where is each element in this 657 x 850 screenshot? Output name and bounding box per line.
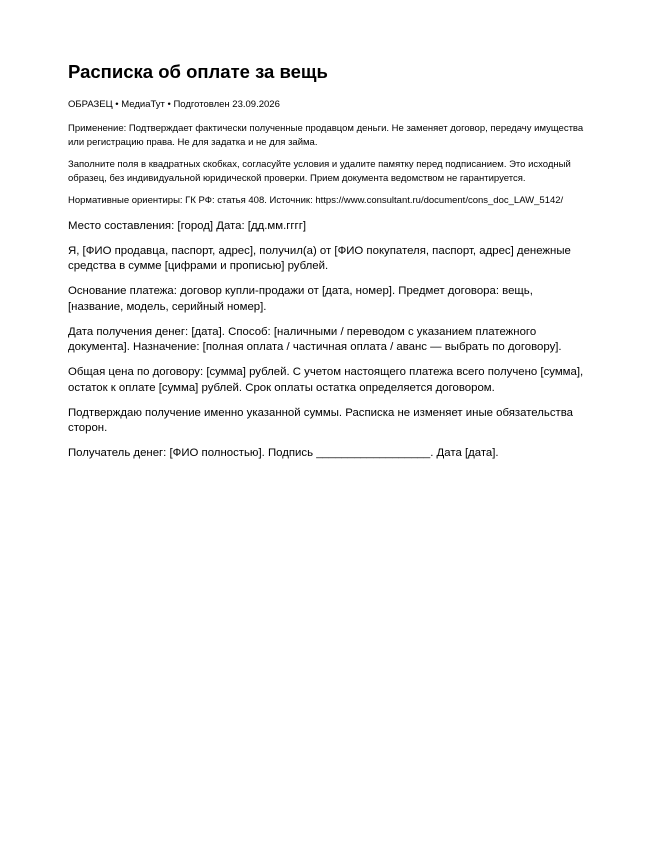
paragraph-confirmation: Подтверждаю получение именно указанной суммы. Расписка не изменяет иные обязательства сторон. (68, 406, 574, 434)
paragraph-signature: Получатель денег: [ФИО полностью]. Подпись __________________. Дата [дата]. (68, 447, 499, 459)
note-usage: Применение: Подтверждает фактически полученные продавцом деньги. Не заменяет договор, передачу имущества или регистрацию права. Не для задатка и не для займа. (68, 123, 584, 148)
paragraph-payment-basis: Основание платежа: договор купли-продажи от [дата, номер]. Предмет договора: вещь, [название, модель, серийный номер]. (68, 285, 533, 313)
document-meta: ОБРАЗЕЦ • МедиаТут • Подготовлен 23.09.2026 (68, 99, 280, 110)
paragraph-receipt-statement: Я, [ФИО продавца, паспорт, адрес], получил(а) от [ФИО покупателя, паспорт, адрес] денежные средства в сумме [цифрами и прописью] рублей. (68, 244, 571, 272)
paragraph-payment-details: Дата получения денег: [дата]. Способ: [наличными / переводом с указанием платежного документа]. Назначение: [полная оплата / частичная оплата / аванс — выбрать по договору]. (68, 325, 562, 353)
document-title: Расписка об оплате за вещь (68, 61, 328, 82)
note-legal-source: Нормативные ориентиры: ГК РФ: статья 408. Источник: https://www.consultant.ru/document/cons_doc_LAW_5142/ (68, 195, 564, 206)
paragraph-place-date: Место составления: [город] Дата: [дд.мм.гггг] (68, 219, 307, 232)
paragraph-total-price: Общая цена по договору: [сумма] рублей. С учетом настоящего платежа всего получено [сумма], остаток к оплате [сумма] рублей. Срок оплаты остатка определяется договором. (68, 366, 584, 394)
note-instructions: Заполните поля в квадратных скобках, согласуйте условия и удалите памятку перед подписанием. Это исходный образец, без индивидуальной юридической проверки. Прием документа ведомством не гарантируется. (68, 159, 571, 184)
